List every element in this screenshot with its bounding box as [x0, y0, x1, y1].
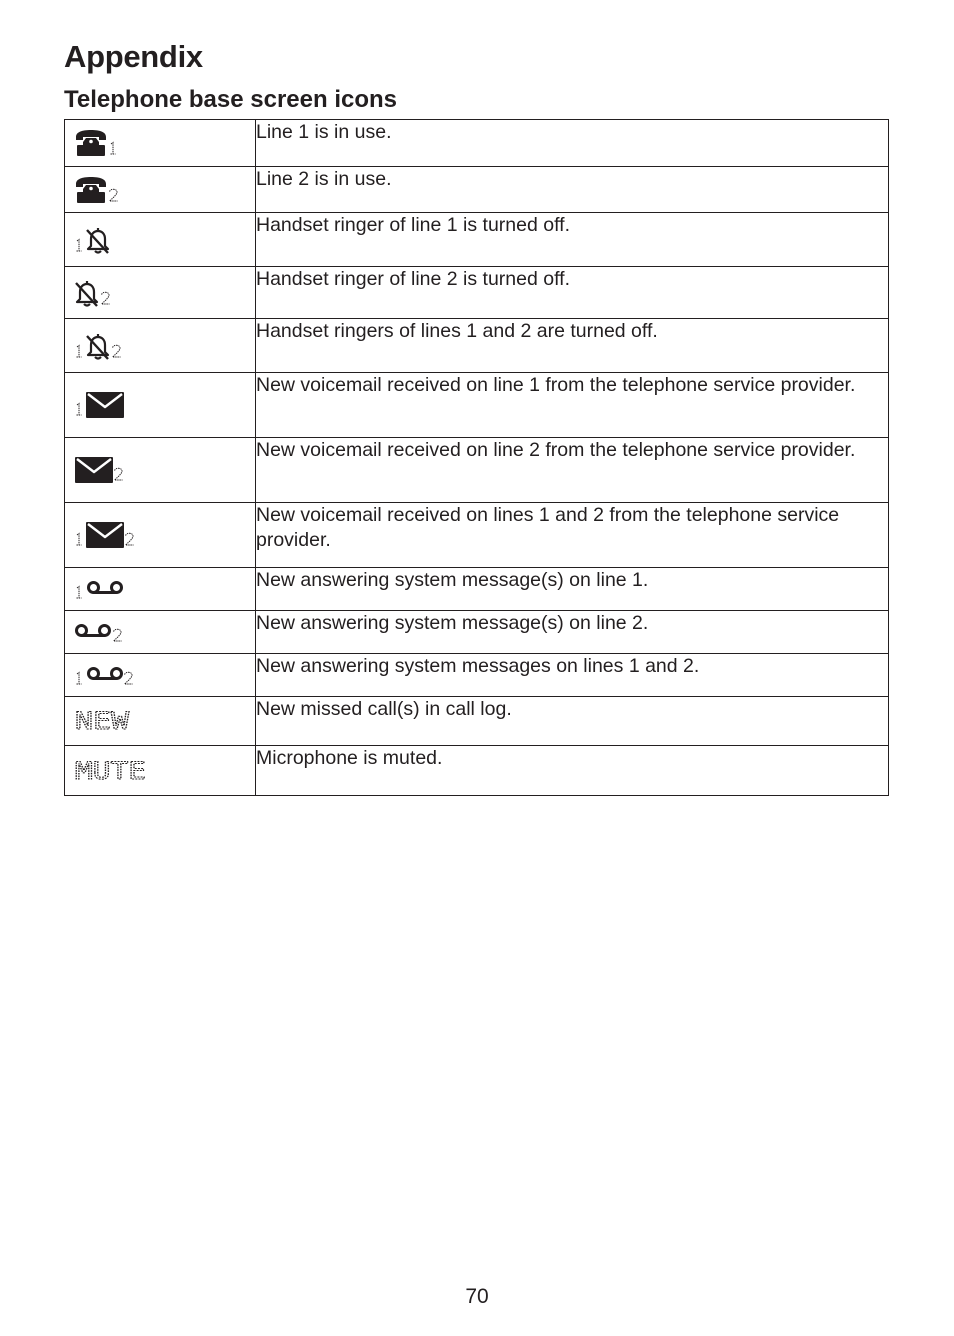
table-row [65, 654, 889, 697]
icon-cell [65, 611, 256, 654]
svg-text:MUTE: MUTE [75, 756, 146, 785]
icon-description: Microphone is muted. [256, 746, 889, 796]
table-row [65, 213, 889, 267]
section-title: Telephone base screen icons [64, 86, 398, 113]
phone-line-1-icon [75, 128, 135, 158]
icon-cell [65, 213, 256, 267]
icon-description: Handset ringers of lines 1 and 2 are turned off. [256, 319, 889, 373]
icon-cell [65, 697, 256, 746]
icon-cell [65, 319, 256, 373]
answering-messages-lines-1-2-icon [75, 662, 145, 688]
page-title: Appendix [64, 39, 203, 74]
table-row [65, 120, 889, 167]
voicemail-lines-1-2-icon [75, 520, 145, 550]
table-row [65, 697, 889, 746]
icon-description: Line 1 is in use. [256, 120, 889, 167]
voicemail-line-1-icon [75, 390, 135, 420]
icon-description: Line 2 is in use. [256, 167, 889, 213]
page-number: 70 [465, 1285, 489, 1308]
table-row [65, 373, 889, 438]
table-row [65, 568, 889, 611]
icon-cell [65, 373, 256, 438]
icon-cell [65, 267, 256, 319]
table-row [65, 167, 889, 213]
mute-indicator-icon [75, 757, 155, 785]
icon-cell [65, 746, 256, 796]
icon-table [64, 119, 889, 796]
table-row [65, 746, 889, 796]
icon-cell [65, 503, 256, 568]
table-row [65, 503, 889, 568]
table-row [65, 438, 889, 503]
new-indicator-icon [75, 707, 135, 735]
table-row [65, 319, 889, 373]
ringer-off-lines-1-2-icon [75, 330, 135, 362]
table-row [65, 267, 889, 319]
icon-cell [65, 438, 256, 503]
icon-cell [65, 167, 256, 213]
table-row [65, 611, 889, 654]
icon-cell [65, 654, 256, 697]
icon-description: New voicemail received on line 2 from the telephone service provider. [256, 438, 889, 503]
phone-line-2-icon [75, 175, 135, 205]
icon-description: New voicemail received on line 1 from the telephone service provider. [256, 373, 889, 438]
icon-cell [65, 568, 256, 611]
ringer-off-line-2-icon [75, 277, 135, 309]
svg-text:NEW: NEW [75, 707, 130, 735]
icon-description: New missed call(s) in call log. [256, 697, 889, 746]
icon-description: New answering system messages on lines 1 and 2. [256, 654, 889, 697]
icon-description: Handset ringer of line 1 is turned off. [256, 213, 889, 267]
icon-description: New answering system message(s) on line 2. [256, 611, 889, 654]
voicemail-line-2-icon [75, 455, 135, 485]
icon-description: Handset ringer of line 2 is turned off. [256, 267, 889, 319]
answering-message-line-1-icon [75, 576, 135, 602]
icon-description: New voicemail received on lines 1 and 2 from the telephone service provider. [256, 503, 889, 568]
answering-message-line-2-icon [75, 619, 135, 645]
icon-description: New answering system message(s) on line 1. [256, 568, 889, 611]
ringer-off-line-1-icon [75, 224, 135, 256]
icon-cell [65, 120, 256, 167]
